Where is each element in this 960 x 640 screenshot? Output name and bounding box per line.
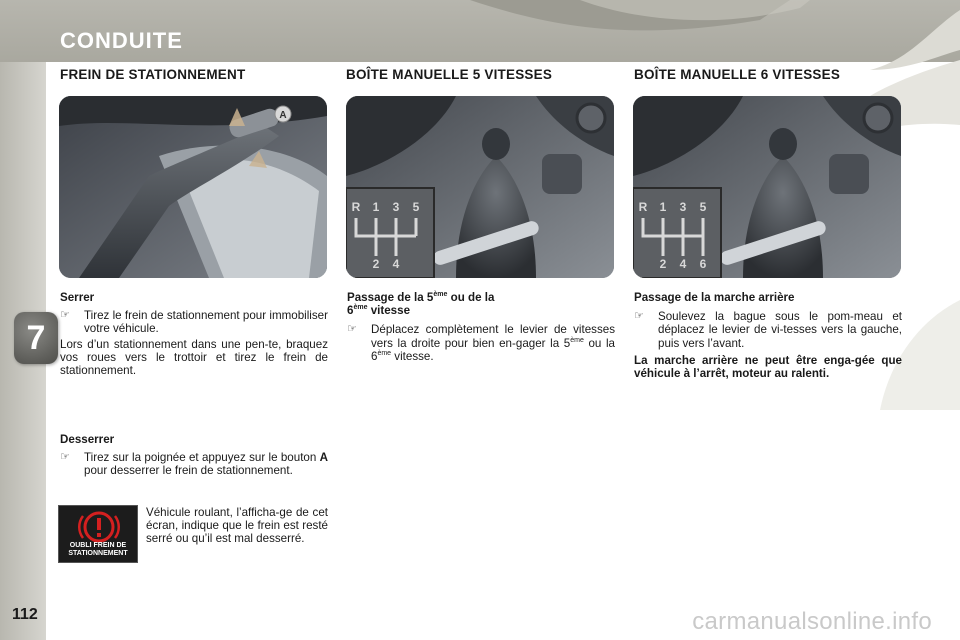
warning-icon-label: OUBLI FREIN DE STATIONNEMENT xyxy=(68,542,128,557)
manual-6-heading: BOÎTE MANUELLE 6 VITESSES xyxy=(634,67,841,82)
pointing-hand-icon: ☞ xyxy=(60,309,70,322)
pointing-hand-icon: ☞ xyxy=(347,323,357,336)
pointing-hand-icon: ☞ xyxy=(60,451,70,464)
gear-label-5: 5 xyxy=(412,200,420,214)
gearbox-6-photo xyxy=(633,96,901,278)
gear-label-3: 3 xyxy=(392,200,400,214)
parking-brake-photo xyxy=(59,96,327,278)
gear6-label-6: 6 xyxy=(699,257,707,271)
serrer-paragraph: Lors d’un stationnement dans une pen-te, braquez vos roues vers le trottoir et tirez le frein de stationnement. xyxy=(60,337,328,378)
warning-text: Véhicule roulant, l’afficha-ge de cet écran, indique que le frein est resté serré ou qu’il est mal desserré. xyxy=(146,506,328,546)
manual5-block xyxy=(347,291,615,363)
gear6-label-r: R xyxy=(638,200,648,214)
gear6-label-2: 2 xyxy=(659,257,667,271)
gear6-label-1: 1 xyxy=(659,200,667,214)
serrer-title: Serrer xyxy=(60,291,95,304)
gear-label-2: 2 xyxy=(372,257,380,271)
manual5-bullet: ☞ Déplacez complètement le levier de vitesses vers la droite pour bien en-gager la 5ème ou la 6ème vitesse. xyxy=(347,323,615,363)
gear6-label-5: 5 xyxy=(699,200,707,214)
desserrer-bullet: ☞ Tirez sur la poignée et appuyez sur le bouton A pour desserrer le frein de stationnement. xyxy=(60,451,328,478)
manual-5-heading: BOÎTE MANUELLE 5 VITESSES xyxy=(346,67,553,82)
gear6-label-4: 4 xyxy=(679,257,687,271)
pointing-hand-icon: ☞ xyxy=(634,310,644,323)
page-number: 112 xyxy=(12,606,38,623)
gearbox-5-photo xyxy=(346,96,614,278)
desserrer-block xyxy=(60,433,328,478)
serrer-block xyxy=(60,291,328,377)
gear-label-r: R xyxy=(351,200,361,214)
manual6-block xyxy=(634,291,902,380)
manual6-bullet: ☞ Soulevez la bague sous le pom-meau et déplacez le levier de vi-tesses vers la gauche, puis vers l’avant. xyxy=(634,310,902,350)
gear-label-4: 4 xyxy=(392,257,400,271)
watermark: carmanualsonline.info xyxy=(692,608,932,635)
chapter-tab[interactable]: 7 xyxy=(14,312,58,364)
manual5-subheading: Passage de la 5ème ou de la 6ème vitesse xyxy=(347,291,495,318)
serrer-bullet: ☞ Tirez le frein de stationnement pour immobiliser votre véhicule. xyxy=(60,309,328,336)
manual6-note: La marche arrière ne peut être enga-gée que véhicule à l’arrêt, moteur au ralenti. xyxy=(634,353,902,381)
parking-brake-warning-icon xyxy=(58,505,138,563)
parking-brake-heading: FREIN DE STATIONNEMENT xyxy=(60,67,246,82)
chapter-title: CONDUITE xyxy=(60,28,183,53)
photo-callout-a: A xyxy=(279,110,287,121)
desserrer-title: Desserrer xyxy=(60,433,115,446)
gear6-label-3: 3 xyxy=(679,200,687,214)
manual6-subheading: Passage de la marche arrière xyxy=(634,291,795,304)
gear-label-1: 1 xyxy=(372,200,380,214)
